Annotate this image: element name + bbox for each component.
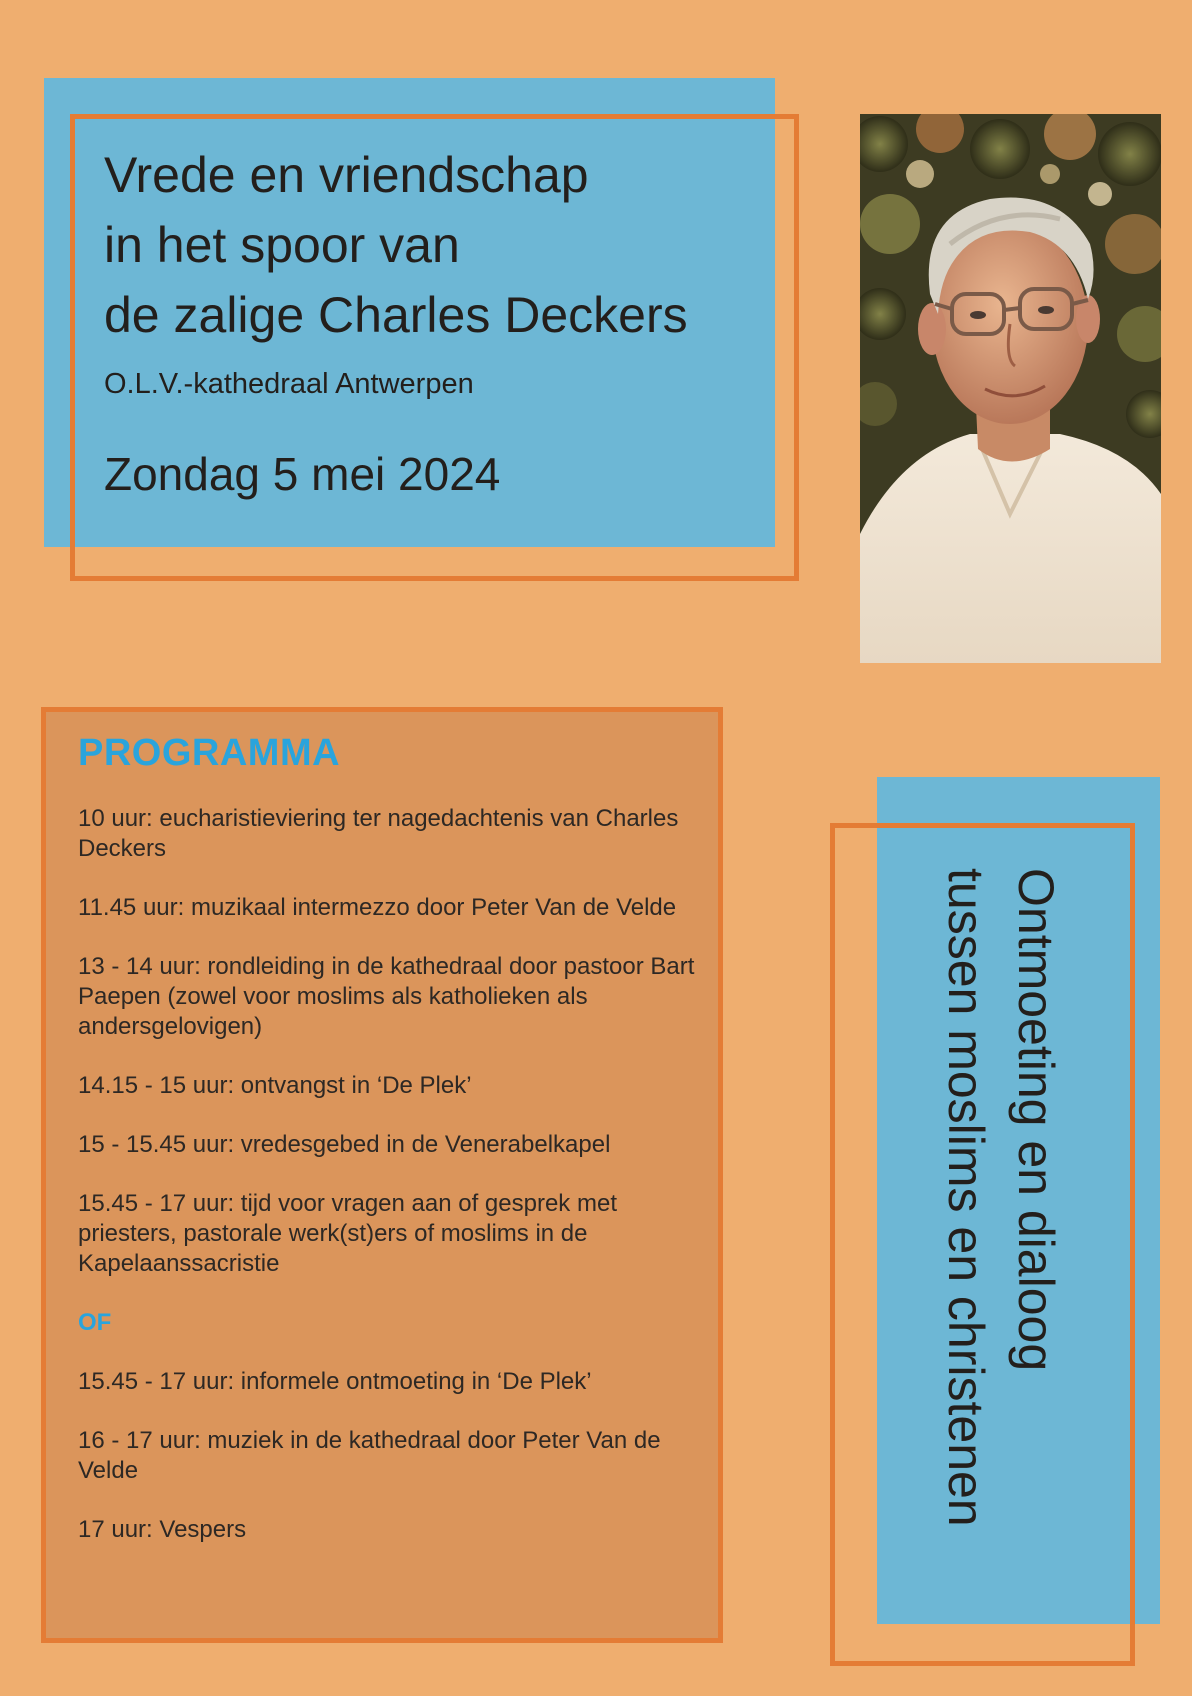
- banner-line-1: Ontmoeting en dialoog: [1008, 868, 1064, 1372]
- program-item: 15.45 - 17 uur: informele ontmoeting in ‘De Plek’: [78, 1368, 592, 1395]
- program-item: 17 uur: Vespers: [78, 1516, 247, 1543]
- program-heading: PROGRAMMA: [78, 732, 341, 774]
- program-or-label: OF: [78, 1309, 112, 1336]
- banner-line-2: tussen moslims en christenen: [938, 868, 994, 1527]
- program-list: [78, 804, 718, 1574]
- program-item: 15.45 - 17 uur: tijd voor vragen aan of gesprek met priesters, pastorale werk(st)ers of moslims in de Kapelaanssacristie: [78, 1190, 617, 1277]
- event-venue: O.L.V.-kathedraal Antwerpen: [104, 368, 474, 400]
- title-line-1: Vrede en vriendschap: [104, 147, 589, 203]
- program-item: 14.15 - 15 uur: ontvangst in ‘De Plek’: [78, 1072, 472, 1099]
- portrait-image: [860, 114, 1161, 663]
- event-date: Zondag 5 mei 2024: [104, 448, 501, 500]
- title-line-2: in het spoor van: [104, 217, 460, 273]
- program-item: 16 - 17 uur: muziek in de kathedraal door Peter Van de Velde: [78, 1427, 661, 1484]
- banner-text: [931, 868, 1071, 1568]
- title-line-3: de zalige Charles Deckers: [104, 287, 688, 343]
- program-item: 15 - 15.45 uur: vredesgebed in de Venerabelkapel: [78, 1131, 611, 1158]
- program-item: 11.45 uur: muzikaal intermezzo door Peter Van de Velde: [78, 894, 677, 921]
- event-title: [104, 140, 784, 350]
- program-item: 10 uur: eucharistieviering ter nagedachtenis van Charles Deckers: [78, 805, 679, 862]
- program-item: 13 - 14 uur: rondleiding in de kathedraal door pastoor Bart Paepen (zowel voor moslims als katholieken als andersgelovigen): [78, 953, 695, 1040]
- portrait-photo: [860, 114, 1161, 663]
